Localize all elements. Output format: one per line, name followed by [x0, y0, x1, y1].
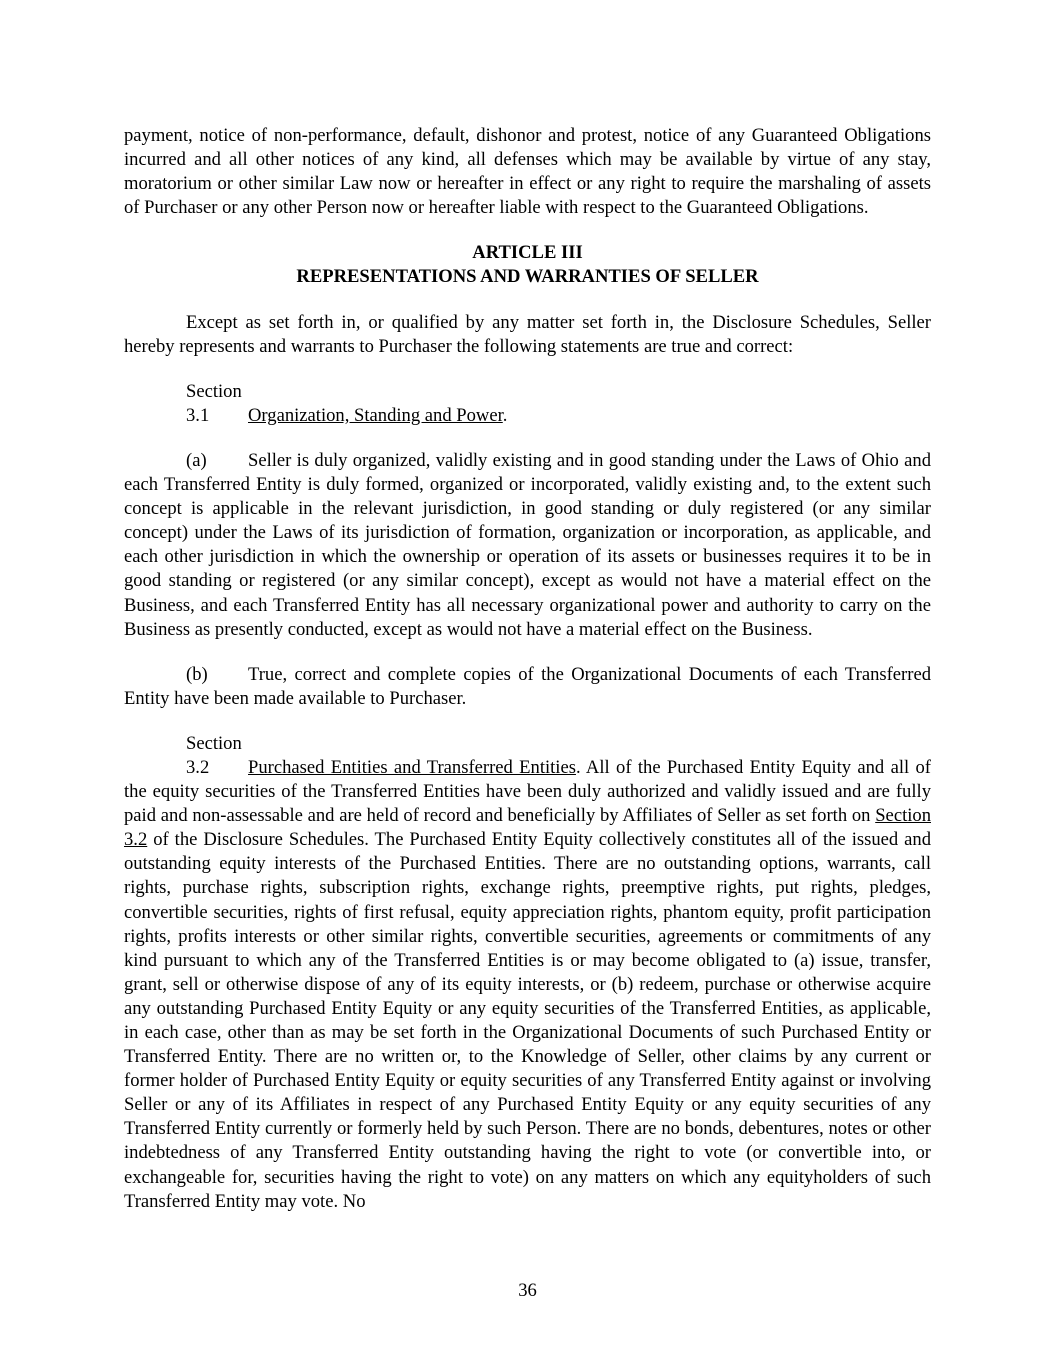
article-heading: [124, 241, 931, 289]
clause-b-paragraph: [124, 663, 931, 711]
section-text-part1: . All of the Purchased Entity Equity and all of the equity securities of the Transferred Entities have been duly authorized and validly issued and are fully paid and non-assessable and are held of record and beneficially by Affiliates of Seller as set forth on: [124, 756, 931, 827]
clause-label: (a): [186, 449, 207, 471]
section-3-1-heading: [124, 380, 931, 428]
section-title: Organization, Standing and Power: [248, 404, 503, 426]
intro-continuation-paragraph: payment, notice of non-performance, default, dishonor and protest, notice of any Guaranteed Obligations incurred and all other notices of any kind, all defenses which may be available by virtue of any stay, moratorium or other similar Law now or hereafter in effect or any right to require the marshaling of assets of Purchaser or any other Person now or hereafter liable with respect to the Guaranteed Obligations.: [124, 125, 931, 219]
section-number: Section 3.2: [186, 732, 242, 778]
clause-text: True, correct and complete copies of the Organizational Documents of each Transferred Entity have been made available to Purchaser.: [124, 663, 931, 709]
article-number: ARTICLE III: [472, 242, 583, 264]
preamble-paragraph: Except as set forth in, or qualified by any matter set forth in, the Disclosure Schedules, Seller hereby represents and warrants to Purchaser the following statements are true and correct:: [124, 311, 931, 357]
clause-label: (b): [186, 663, 208, 685]
clause-a-paragraph: [124, 449, 931, 642]
section-title: Purchased Entities and Transferred Entities: [248, 756, 576, 778]
section-cross-reference: Section 3.2: [124, 805, 931, 851]
section-text-part2: of the Disclosure Schedules. The Purchased Entity Equity collectively constitutes all of the issued and outstanding equity interests of the Purchased Entities. There are no outstanding options, warrants, call rights, purchase rights, subscription rights, exchange rights, preemptive rights, put rights, pledges, convertible securities, rights of first refusal, equity appreciation rights, phantom equity, profit participation rights, profits interests or other similar rights, convertible securities, agreements or commitments of any kind pursuant to which any of the Transferred Entities is or may become obligated to (a) issue, transfer, grant, sell or otherwise dispose of any of its equity interests, or (b) redeem, purchase or otherwise acquire any outstanding Purchased Entity Equity or any equity securities of the Transferred Entities, as applicable, in each case, other than as may be set forth in the Organizational Documents of such Purchased Entity or Transferred Entity. There are no written or, to the Knowledge of Seller, other claims by any current or former holder of Purchased Entity Equity or equity securities of any Transferred Entity against or involving Seller or any of its Affiliates in respect of any Purchased Entity Equity or any equity securities of any Transferred Entity currently or formerly held by such Person. There are no bonds, debentures, notes or other indebtedness of any Transferred Entity outstanding having the right to vote (or convertible into, or exchangeable for, securities having the right to vote) on any matters on which any equityholders of such Transferred Entity may vote. No: [124, 829, 931, 1212]
document-page: [124, 124, 931, 1214]
section-3-2-paragraph: [124, 732, 931, 1214]
page-number: 36: [518, 1280, 537, 1301]
article-title: REPRESENTATIONS AND WARRANTIES OF SELLER: [296, 266, 759, 288]
section-title-punctuation: .: [502, 404, 508, 426]
clause-text: Seller is duly organized, validly existing and in good standing under the Laws of Ohio and each Transferred Entity is duly formed, organized or incorporated, validly existing and, to the extent such concept is applicable in the relevant jurisdiction, in good standing or duly registered (or any similar concept) under the Laws of its jurisdiction of formation, organization or incorporation, as applicable, and each other jurisdiction in which the ownership or operation of its assets or businesses requires it to be in good standing or registered (or any similar concept), except as would not have a material effect on the Business, and each Transferred Entity has all necessary organizational power and authority to carry on the Business as presently conducted, except as would not have a material effect on the Business.: [124, 449, 931, 640]
section-number: Section 3.1: [186, 380, 242, 426]
